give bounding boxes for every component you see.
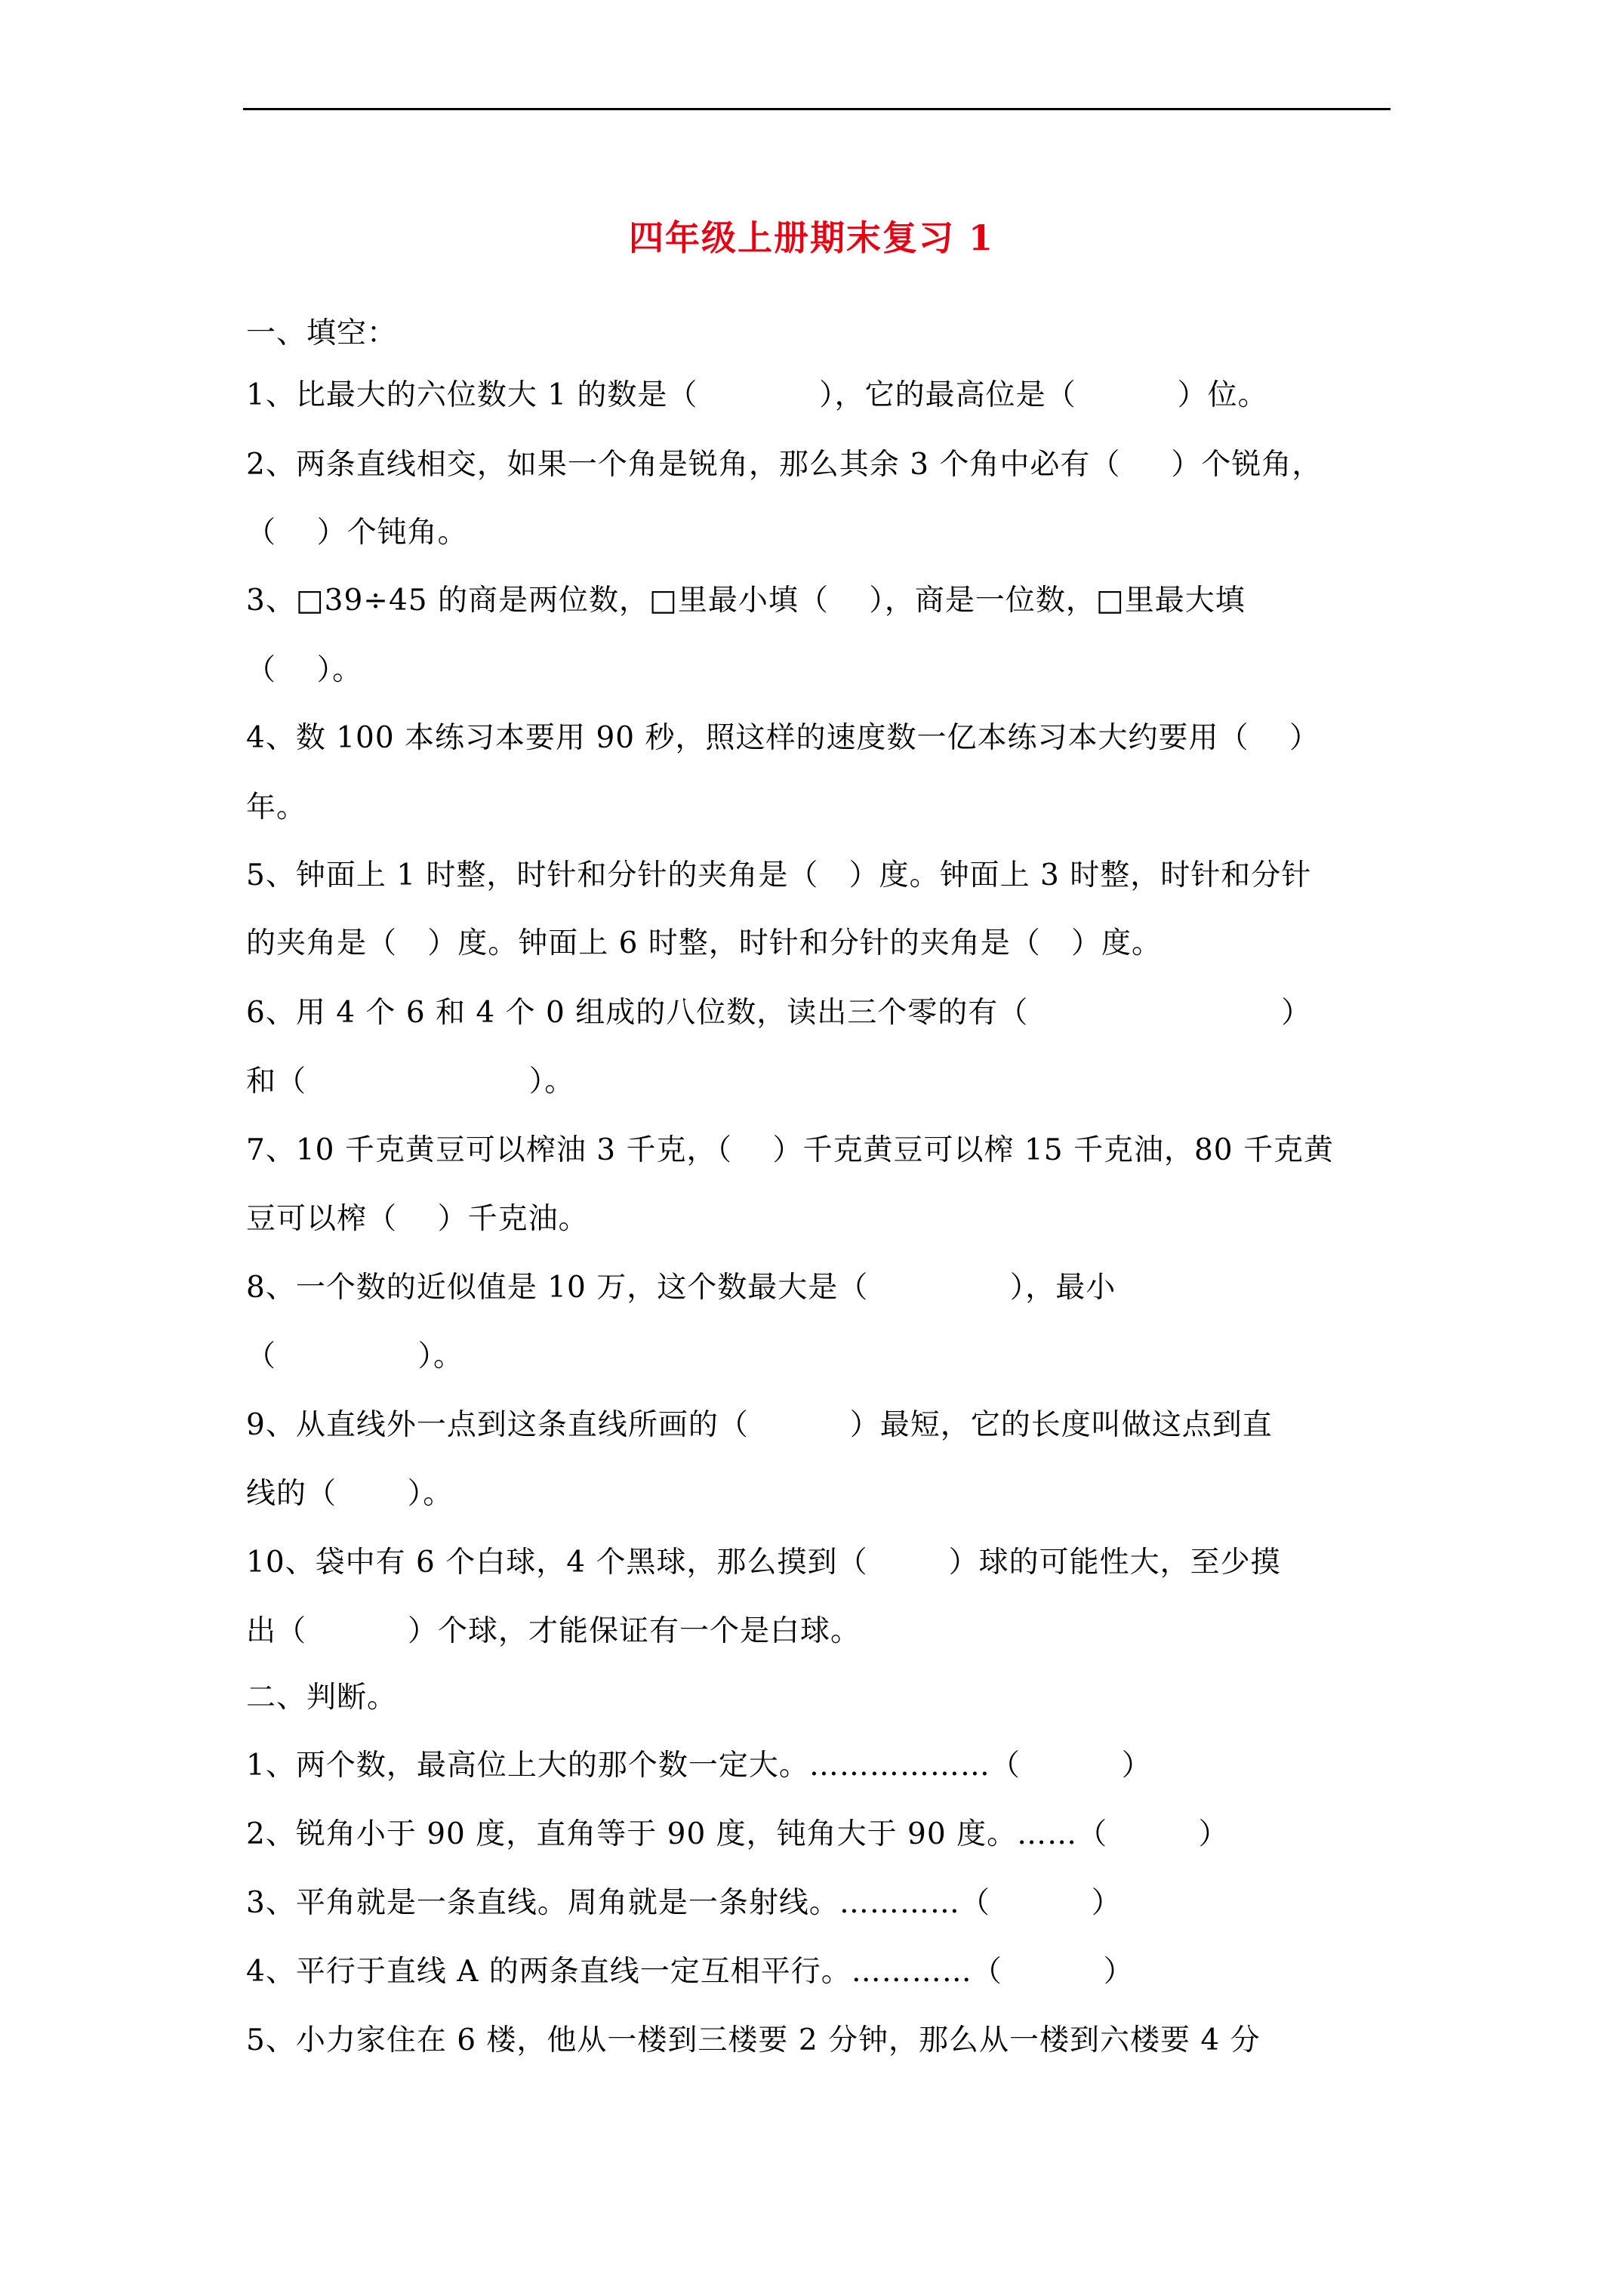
question-line: 8、一个数的近似值是 10 万，这个数最大是（ ），最小 xyxy=(246,1271,1116,1305)
question-line: 线的（ ）。 xyxy=(246,1477,454,1511)
question-line: 10、袋中有 6 个白球，4 个黑球，那么摸到（ ）球的可能性大，至少摸 xyxy=(246,1546,1281,1579)
question-line: 年。 xyxy=(246,791,307,824)
question-line: 6、用 4 个 6 和 4 个 0 组成的八位数，读出三个零的有（ ） xyxy=(246,996,1312,1030)
question-line: 4、平行于直线 A 的两条直线一定互相平行。…………（ ） xyxy=(246,1955,1134,1989)
question-line: 5、小力家住在 6 楼，他从一楼到三楼要 2 分钟，那么从一楼到六楼要 4 分 xyxy=(246,2023,1261,2057)
section-heading-true-false: 二、判断。 xyxy=(246,1681,398,1715)
question-line: 的夹角是（ ）度。钟面上 6 时整，时针和分针的夹角是（ ）度。 xyxy=(246,926,1162,960)
question-line: 5、钟面上 1 时整，时针和分针的夹角是（ ）度。钟面上 3 时整，时针和分针 xyxy=(246,858,1312,892)
question-line: 出（ ）个球，才能保证有一个是白球。 xyxy=(246,1614,861,1648)
question-line: 3、□39÷45 的商是两位数，□里最小填（ ），商是一位数，□里最大填 xyxy=(246,584,1246,618)
question-line: 2、锐角小于 90 度，直角等于 90 度，钝角大于 90 度。……（ ） xyxy=(246,1817,1229,1851)
question-line: 3、平角就是一条直线。周角就是一条射线。…………（ ） xyxy=(246,1886,1122,1920)
question-line: （ ）。 xyxy=(246,1339,464,1373)
question-line: 和（ ）。 xyxy=(246,1065,575,1099)
header-rule xyxy=(243,108,1390,110)
question-line: 豆可以榨（ ）千克油。 xyxy=(246,1202,589,1236)
question-line: 1、两个数，最高位上大的那个数一定大。………………（ ） xyxy=(246,1749,1152,1783)
question-line: （ ）个钝角。 xyxy=(246,516,468,550)
question-line: 9、从直线外一点到这条直线所画的（ ）最短，它的长度叫做这点到直 xyxy=(246,1408,1273,1442)
question-line: 4、数 100 本练习本要用 90 秒，照这样的速度数一亿本练习本大约要用（ ） xyxy=(246,721,1320,755)
question-line: 2、两条直线相交，如果一个角是锐角，那么其余 3 个角中必有（ ）个锐角， xyxy=(246,448,1323,482)
question-line: 7、10 千克黄豆可以榨油 3 千克，（ ）千克黄豆可以榨 15 千克油，80 千克黄 xyxy=(246,1133,1334,1167)
question-line: （ ）。 xyxy=(246,653,363,687)
section-heading-fill-blank: 一、填空： xyxy=(246,316,398,350)
page-title: 四年级上册期末复习 1 xyxy=(628,217,995,258)
question-line: 1、比最大的六位数大 1 的数是（ ），它的最高位是（ ）位。 xyxy=(246,378,1268,412)
